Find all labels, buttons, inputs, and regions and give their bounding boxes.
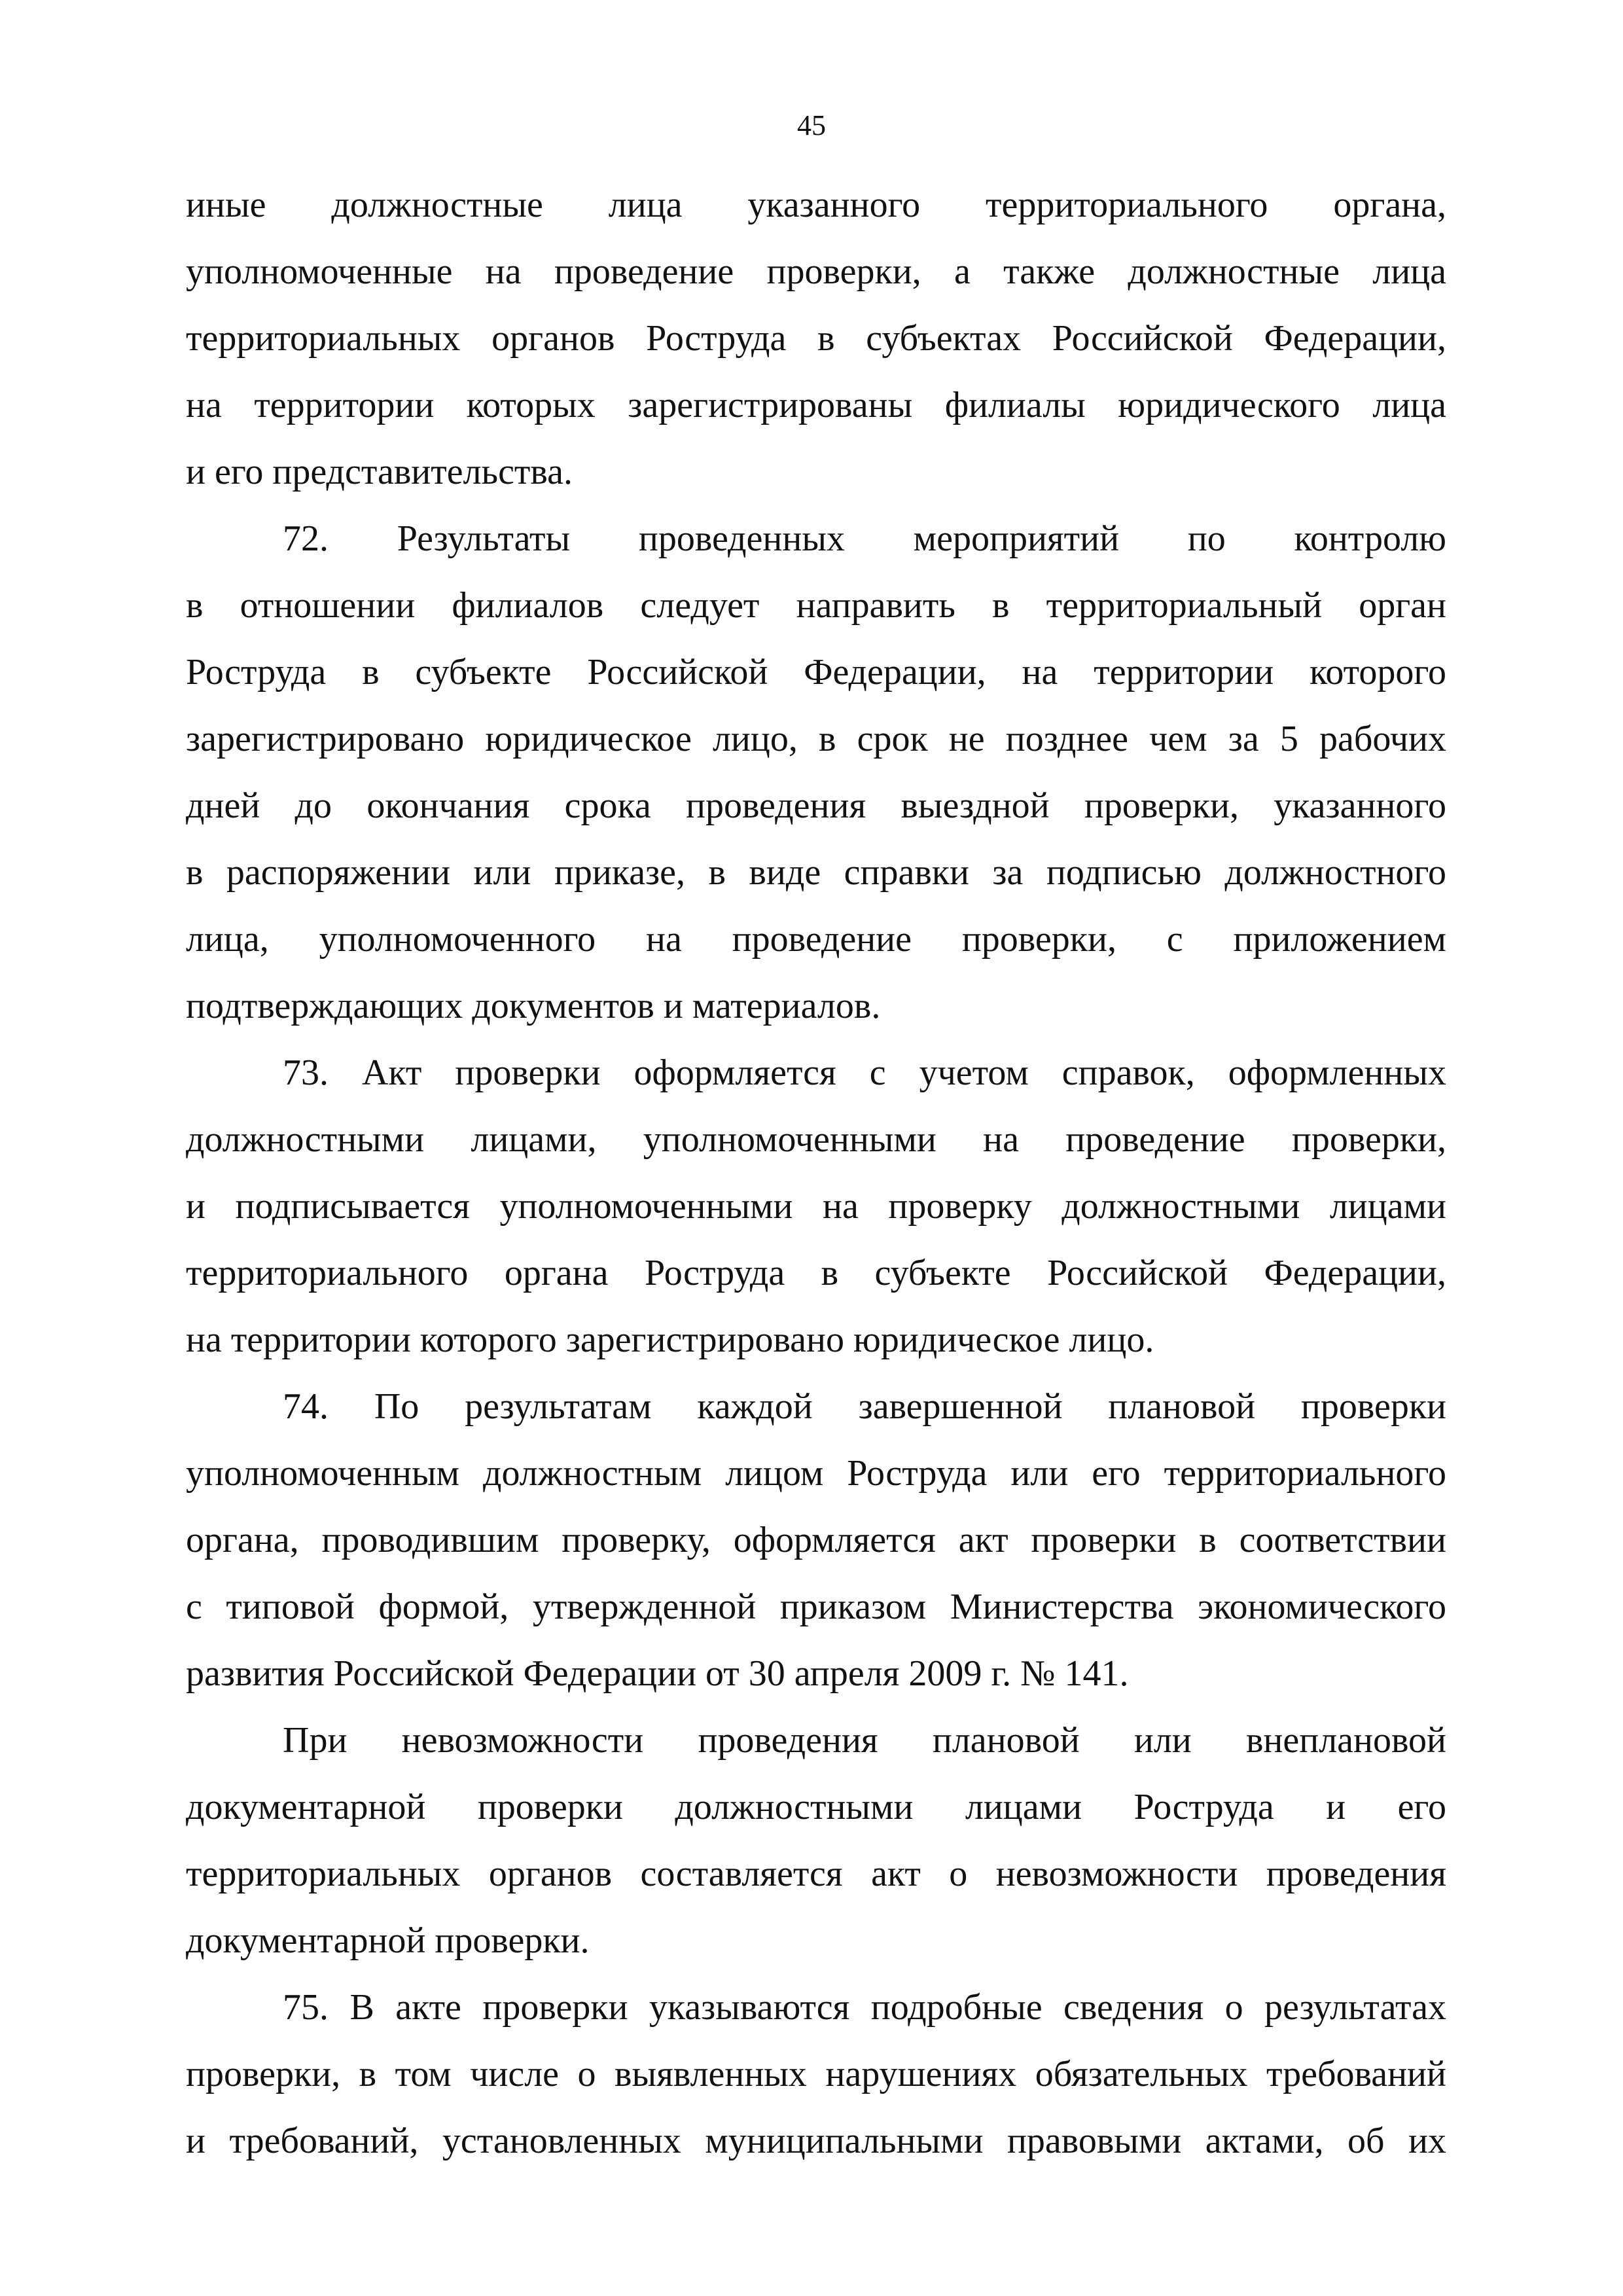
text-line: 73. Акт проверки оформляется с учетом справок, оформленных bbox=[283, 1052, 1446, 1093]
text-line: зарегистрировано юридическое лицо, в срок не позднее чем за 5 рабочих bbox=[186, 719, 1446, 759]
text-line: территориальных органов Роструда в субъектах Российской Федерации, bbox=[186, 318, 1446, 359]
page-number: 45 bbox=[797, 109, 826, 141]
text-line: должностными лицами, уполномоченными на проведение проверки, bbox=[186, 1119, 1446, 1160]
text-line: в распоряжении или приказе, в виде справки за подписью должностного bbox=[186, 852, 1446, 893]
text-line: в отношении филиалов следует направить в территориальный орган bbox=[186, 585, 1446, 626]
text-line: При невозможности проведения плановой или внеплановой bbox=[283, 1720, 1446, 1761]
text-line: и подписывается уполномоченными на проверку должностными лицами bbox=[186, 1186, 1446, 1227]
text-line: 72. Результаты проведенных мероприятий по контролю bbox=[283, 518, 1446, 559]
text-line: дней до окончания срока проведения выездной проверки, указанного bbox=[186, 785, 1446, 826]
document-body bbox=[186, 171, 1446, 2174]
paragraph-73 bbox=[186, 1039, 1446, 1373]
paragraph-75 bbox=[186, 1974, 1446, 2174]
text-line: и требований, установленных муниципальными правовыми актами, об их bbox=[186, 2121, 1446, 2161]
text-line: уполномоченным должностным лицом Роструда или его территориального bbox=[186, 1453, 1446, 1494]
text-line: органа, проводившим проверку, оформляется акт проверки в соответствии bbox=[186, 1520, 1446, 1560]
text-line: документарной проверки должностными лицами Роструда и его bbox=[186, 1787, 1446, 1827]
text-line: 75. В акте проверки указываются подробные сведения о результатах bbox=[283, 1987, 1446, 2028]
text-line: и его представительства. bbox=[186, 452, 573, 492]
paragraph-72 bbox=[186, 505, 1446, 1039]
text-line: 74. По результатам каждой завершенной плановой проверки bbox=[283, 1386, 1446, 1427]
paragraph-74 bbox=[186, 1373, 1446, 1707]
text-line: проверки, в том числе о выявленных нарушениях обязательных требований bbox=[186, 2054, 1446, 2094]
text-line: Роструда в субъекте Российской Федерации, на территории которого bbox=[186, 652, 1446, 692]
text-line: на территории которого зарегистрировано юридическое лицо. bbox=[186, 1319, 1154, 1360]
text-line: подтверждающих документов и материалов. bbox=[186, 986, 881, 1026]
paragraph-impossibility bbox=[186, 1707, 1446, 1974]
text-line: лица, уполномоченного на проведение проверки, с приложением bbox=[186, 919, 1446, 960]
text-line: уполномоченные на проведение проверки, а также должностные лица bbox=[186, 251, 1446, 292]
text-line: территориальных органов составляется акт о невозможности проведения bbox=[186, 1854, 1446, 1894]
text-line: на территории которых зарегистрированы филиалы юридического лица bbox=[186, 385, 1446, 425]
text-line: с типовой формой, утвержденной приказом Министерства экономического bbox=[186, 1587, 1446, 1627]
text-line: развития Российской Федерации от 30 апреля 2009 г. № 141. bbox=[186, 1653, 1129, 1694]
text-line: иные должностные лица указанного территориального органа, bbox=[186, 185, 1446, 225]
text-line: документарной проверки. bbox=[186, 1920, 590, 1961]
text-line: территориального органа Роструда в субъекте Российской Федерации, bbox=[186, 1253, 1446, 1293]
paragraph-continuation bbox=[186, 171, 1446, 505]
